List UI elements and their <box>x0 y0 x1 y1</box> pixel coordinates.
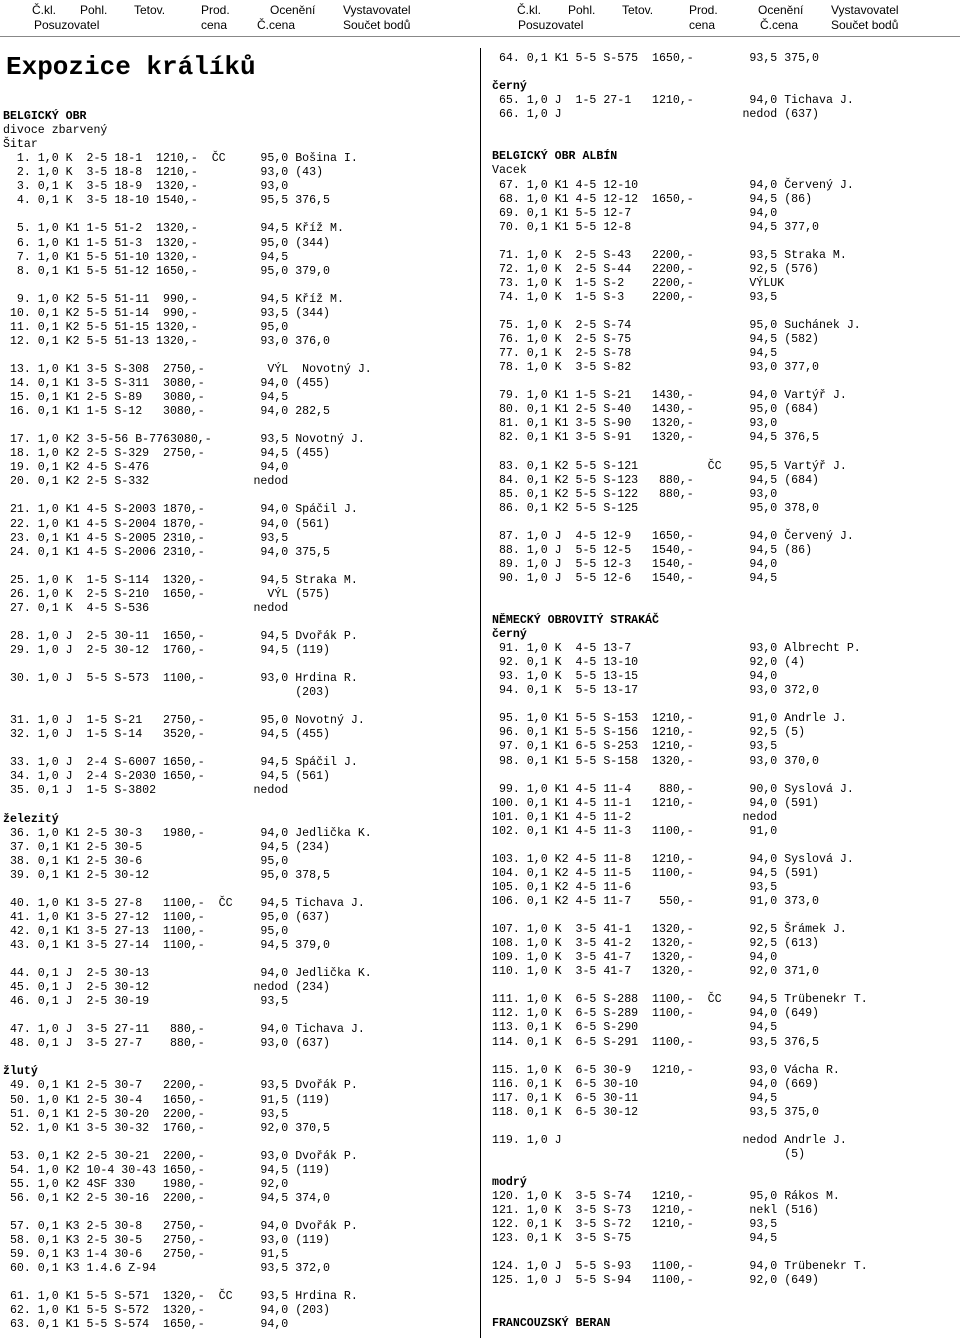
entry-row: 5. 1,0 K1 1-5 51-2 1320,- 94,5 Kříž M. <box>3 222 344 236</box>
entry-row: 52. 1,0 K1 3-5 30-32 1760,- 92,0 370,5 <box>3 1121 330 1135</box>
entry-row: 48. 0,1 J 3-5 27-7 880,- 93,0 (637) <box>3 1037 330 1051</box>
entry-row: 58. 0,1 K3 2-5 30-5 2750,- 93,0 (119) <box>3 1234 330 1247</box>
entry-row: 68. 1,0 K1 4-5 12-12 1650,- 94,5 (86) <box>492 192 813 206</box>
column-header-bar <box>0 0 960 37</box>
entry-row: 80. 0,1 K1 2-5 S-40 1430,- 95,0 (684) <box>492 403 819 417</box>
entry-row: 76. 1,0 K 2-5 S-75 94,5 (582) <box>492 333 819 346</box>
entry-row: 124. 1,0 J 5-5 S-93 1100,- 94,0 Trübenekr T. <box>492 1260 868 1274</box>
entry-row: 75. 1,0 K 2-5 S-74 95,0 Suchánek J. <box>492 319 861 332</box>
entry-row: 19. 0,1 K2 4-5 S-476 94,0 <box>3 461 289 475</box>
entry-row: 31. 1,0 J 1-5 S-21 2750,- 95,0 Novotný J. <box>3 714 365 728</box>
header-oceneni: Ocenění <box>270 3 316 17</box>
entry-row: 27. 0,1 K 4-5 S-536 nedod <box>3 601 289 615</box>
header-posuzovatel: Posuzovatel <box>518 18 584 32</box>
section-heading: NĚMECKÝ OBROVITÝ STRAKÁČ <box>492 614 659 627</box>
entry-row: 82. 0,1 K1 3-5 S-91 1320,- 94,5 376,5 <box>492 431 819 445</box>
entry-row: 30. 1,0 J 5-5 S-573 1100,- 93,0 Hrdina R. <box>3 672 358 685</box>
header-tetovani: Tetov. <box>622 3 654 17</box>
entry-row: 94. 0,1 K 5-5 13-17 93,0 372,0 <box>492 684 819 698</box>
entry-row: 112. 1,0 K 6-5 S-289 1100,- 94,0 (649) <box>492 1007 819 1021</box>
entry-row: 6. 1,0 K1 1-5 51-3 1320,- 95,0 (344) <box>3 236 330 250</box>
entry-row: 67. 1,0 K1 4-5 12-10 94,0 Červený J. <box>492 178 854 192</box>
header-cislo-ceny: Č.cena <box>760 18 799 32</box>
entry-row: 61. 1,0 K1 5-5 S-571 1320,- ČC 93,5 Hrdina R. <box>3 1290 358 1304</box>
header-pohlavi: Pohl. <box>80 3 108 17</box>
entry-row: 92. 0,1 K 4-5 13-10 92,0 (4) <box>492 656 806 670</box>
header-cena: cena <box>689 18 716 32</box>
page-title: Expozice králíků <box>6 52 256 82</box>
entry-row: 36. 1,0 K1 2-5 30-3 1980,- 94,0 Jedlička K. <box>3 826 372 840</box>
header-soucet-bodu: Součet bodů <box>343 18 411 32</box>
entry-row: 41. 1,0 K1 3-5 27-12 1100,- 95,0 (637) <box>3 910 330 924</box>
entry-row: 101. 0,1 K1 4-5 11-2 nedod <box>492 810 778 824</box>
entry-row: 102. 0,1 K1 4-5 11-3 1100,- 91,0 <box>492 824 778 838</box>
entry-row: 57. 0,1 K3 2-5 30-8 2750,- 94,0 Dvořák P. <box>3 1219 358 1233</box>
entry-row: 119. 1,0 J nedod Andrle J. <box>492 1133 847 1147</box>
entry-row: 85. 0,1 K2 5-5 S-122 880,- 93,0 <box>492 487 778 501</box>
entry-row: 65. 1,0 J 1-5 27-1 1210,- 94,0 Tichava J. <box>492 94 854 108</box>
entry-row: 115. 1,0 K 6-5 30-9 1210,- 93,0 Vácha R. <box>492 1063 840 1077</box>
entry-row: 100. 0,1 K1 4-5 11-1 1210,- 94,0 (591) <box>492 796 819 810</box>
entry-row: 44. 0,1 J 2-5 30-13 94,0 Jedlička K. <box>3 967 372 980</box>
entry-row: 72. 1,0 K 2-5 S-44 2200,- 92,5 (576) <box>492 262 819 276</box>
section-heading: žlutý <box>3 1065 38 1079</box>
column-divider <box>480 48 481 1338</box>
entry-row: 35. 0,1 J 1-5 S-3802 nedod <box>3 784 289 798</box>
entry-row: 39. 0,1 K1 2-5 30-12 95,0 378,5 <box>3 868 330 882</box>
entry-row: 97. 0,1 K1 6-5 S-253 1210,- 93,5 <box>492 740 778 754</box>
entry-row: 108. 1,0 K 3-5 41-2 1320,- 92,5 (613) <box>492 937 819 951</box>
entry-row: 2. 1,0 K 3-5 18-8 1210,- 93,0 (43) <box>3 166 324 180</box>
entry-row: 93. 1,0 K 5-5 13-15 94,0 <box>492 670 778 684</box>
entry-row: 116. 0,1 K 6-5 30-10 94,0 (669) <box>492 1077 819 1091</box>
section-heading: černý <box>492 80 527 94</box>
section-heading: BELGICKÝ OBR <box>3 110 87 123</box>
entry-row: 49. 0,1 K1 2-5 30-7 2200,- 93,5 Dvořák P. <box>3 1079 358 1093</box>
entry-row: 70. 0,1 K1 5-5 12-8 94,5 377,0 <box>492 220 819 234</box>
entry-row: 106. 0,1 K2 4-5 11-7 550,- 91,0 373,0 <box>492 895 819 908</box>
header-posuzovatel: Posuzovatel <box>34 18 100 32</box>
entry-row: 87. 1,0 J 4-5 12-9 1650,- 94,0 Červený J. <box>492 529 854 543</box>
entry-row: 54. 1,0 K2 10-4 30-43 1650,- 94,5 (119) <box>3 1163 330 1177</box>
entry-row: 33. 1,0 J 2-4 S-6007 1650,- 94,5 Spáčil J. <box>3 756 358 770</box>
entry-row: 13. 1,0 K1 3-5 S-308 2750,- VÝL Novotný J. <box>3 362 372 376</box>
entry-row: 45. 0,1 J 2-5 30-12 nedod (234) <box>3 981 330 995</box>
entry-row: 91. 1,0 K 4-5 13-7 93,0 Albrecht P. <box>492 642 861 656</box>
entry-row: 12. 0,1 K2 5-5 51-13 1320,- 93,0 376,0 <box>3 334 330 348</box>
entry-row: 69. 0,1 K1 5-5 12-7 94,0 <box>492 206 778 220</box>
section-heading: FRANCOUZSKÝ BERAN <box>492 1316 611 1330</box>
entry-row: 43. 0,1 K1 3-5 27-14 1100,- 94,5 379,0 <box>3 938 330 952</box>
entry-row: (203) <box>3 686 330 699</box>
entry-row: 26. 1,0 K 2-5 S-210 1650,- VÝL (575) <box>3 587 330 601</box>
entry-row: 95. 1,0 K1 5-5 S-153 1210,- 91,0 Andrle J. <box>492 712 847 726</box>
section-heading: černý <box>492 628 527 641</box>
entry-row: 109. 1,0 K 3-5 41-7 1320,- 94,0 <box>492 951 778 965</box>
entry-row: 105. 0,1 K2 4-5 11-6 93,5 <box>492 880 778 894</box>
header-vystavovatel: Vystavovatel <box>343 3 411 17</box>
entry-row: 103. 1,0 K2 4-5 11-8 1210,- 94,0 Syslová J. <box>492 852 854 866</box>
entry-row: 24. 0,1 K1 4-5 S-2006 2310,- 94,0 375,5 <box>3 545 330 559</box>
entry-row: 20. 0,1 K2 2-5 S-332 nedod <box>3 475 289 489</box>
entry-row: 86. 0,1 K2 5-5 S-125 95,0 378,0 <box>492 501 819 515</box>
header-soucet-bodu: Součet bodů <box>831 18 899 32</box>
entry-row: 90. 1,0 J 5-5 12-6 1540,- 94,5 <box>492 571 778 585</box>
entry-row: 99. 1,0 K1 4-5 11-4 880,- 90,0 Syslová J. <box>492 782 854 796</box>
header-cislo-klece: Č.kl. <box>517 3 541 17</box>
header-prodejni: Prod. <box>689 3 718 17</box>
header-cena: cena <box>201 18 228 32</box>
entry-row: 56. 0,1 K2 2-5 30-16 2200,- 94,5 374,0 <box>3 1191 330 1205</box>
entry-row: 15. 0,1 K1 2-5 S-89 3080,- 94,5 <box>3 391 289 404</box>
entry-row: 104. 0,1 K2 4-5 11-5 1100,- 94,5 (591) <box>492 866 819 880</box>
entry-row: 114. 0,1 K 6-5 S-291 1100,- 93,5 376,5 <box>492 1035 819 1049</box>
entry-row: 16. 0,1 K1 1-5 S-12 3080,- 94,0 282,5 <box>3 405 330 419</box>
entry-row: 10. 0,1 K2 5-5 51-14 990,- 93,5 (344) <box>3 306 330 320</box>
entry-row: 53. 0,1 K2 2-5 30-21 2200,- 93,0 Dvořák P. <box>3 1149 358 1163</box>
entry-row: 11. 0,1 K2 5-5 51-15 1320,- 95,0 <box>3 320 289 334</box>
section-heading: BELGICKÝ OBR ALBÍN <box>492 150 618 164</box>
entry-row: 47. 1,0 J 3-5 27-11 880,- 94,0 Tichava J. <box>3 1023 365 1037</box>
entry-row: 78. 1,0 K 3-5 S-82 93,0 377,0 <box>492 361 819 375</box>
entry-row: 79. 1,0 K1 1-5 S-21 1430,- 94,0 Vartýř J. <box>492 389 847 403</box>
entry-row: (5) <box>492 1147 806 1161</box>
entry-row: 89. 1,0 J 5-5 12-3 1540,- 94,0 <box>492 557 778 571</box>
entry-row: 59. 0,1 K3 1-4 30-6 2750,- 91,5 <box>3 1248 289 1261</box>
entry-row: 25. 1,0 K 1-5 S-114 1320,- 94,5 Straka M. <box>3 573 358 587</box>
entry-row: 71. 1,0 K 2-5 S-43 2200,- 93,5 Straka M. <box>492 248 847 262</box>
header-cislo-klece: Č.kl. <box>32 3 56 17</box>
entry-row: 18. 1,0 K2 2-5 S-329 2750,- 94,5 (455) <box>3 447 330 461</box>
header-cislo-ceny: Č.cena <box>257 18 296 32</box>
entry-row: 21. 1,0 K1 4-5 S-2003 1870,- 94,0 Spáčil J. <box>3 503 358 517</box>
entry-row: 88. 1,0 J 5-5 12-5 1540,- 94,5 (86) <box>492 543 813 557</box>
entry-row: 17. 1,0 K2 3-5-56 B-7763080,- 93,5 Novotný J. <box>3 433 365 447</box>
entry-row: 63. 0,1 K1 5-5 S-574 1650,- 94,0 <box>3 1318 289 1332</box>
entry-row: 29. 1,0 J 2-5 30-12 1760,- 94,5 (119) <box>3 643 330 657</box>
entry-row: 120. 1,0 K 3-5 S-74 1210,- 95,0 Rákos M. <box>492 1190 840 1203</box>
entry-row: 66. 1,0 J nedod (637) <box>492 108 819 122</box>
entry-row: 4. 0,1 K 3-5 18-10 1540,- 95,5 376,5 <box>3 194 330 208</box>
section-subheading: Šitar <box>3 138 38 152</box>
entry-row: 38. 0,1 K1 2-5 30-6 95,0 <box>3 854 289 868</box>
section-subheading: divoce zbarvený <box>3 124 108 137</box>
entry-row: 123. 0,1 K 3-5 S-75 94,5 <box>492 1232 778 1246</box>
entry-row: 84. 0,1 K2 5-5 S-123 880,- 94,5 (684) <box>492 473 819 487</box>
entry-row: 8. 0,1 K1 5-5 51-12 1650,- 95,0 379,0 <box>3 264 330 278</box>
header-tetovani: Tetov. <box>134 3 166 17</box>
entry-row: 23. 0,1 K1 4-5 S-2005 2310,- 93,5 <box>3 531 289 545</box>
entry-row: 9. 1,0 K2 5-5 51-11 990,- 94,5 Kříž M. <box>3 292 344 306</box>
entry-row: 111. 1,0 K 6-5 S-288 1100,- ČC 94,5 Trübenekr T. <box>492 993 868 1007</box>
entry-row: 60. 0,1 K3 1.4.6 Z-94 93,5 372,0 <box>3 1262 330 1276</box>
entry-row: 77. 0,1 K 2-5 S-78 94,5 <box>492 347 778 361</box>
header-prodejni: Prod. <box>201 3 230 17</box>
entry-row: 22. 1,0 K1 4-5 S-2004 1870,- 94,0 (561) <box>3 517 330 531</box>
section-heading: železitý <box>3 812 59 826</box>
entry-row: 50. 1,0 K1 2-5 30-4 1650,- 91,5 (119) <box>3 1093 330 1107</box>
entry-row: 55. 1,0 K2 4SF 330 1980,- 92,0 <box>3 1177 289 1191</box>
entry-row: 83. 0,1 K2 5-5 S-121 ČC 95,5 Vartýř J. <box>492 459 847 473</box>
header-vystavovatel: Vystavovatel <box>831 3 899 17</box>
entry-row: 118. 0,1 K 6-5 30-12 93,5 375,0 <box>492 1105 819 1119</box>
entry-row: 122. 0,1 K 3-5 S-72 1210,- 93,5 <box>492 1218 778 1232</box>
entry-row: 1. 1,0 K 2-5 18-1 1210,- ČC 95,0 Bošina I. <box>3 152 358 166</box>
entry-row: 81. 0,1 K1 3-5 S-90 1320,- 93,0 <box>492 417 778 431</box>
entry-row: 113. 0,1 K 6-5 S-290 94,5 <box>492 1021 778 1035</box>
entry-row: 7. 1,0 K1 5-5 51-10 1320,- 94,5 <box>3 250 289 264</box>
entry-row: 40. 1,0 K1 3-5 27-8 1100,- ČC 94,5 Tichava J. <box>3 896 365 910</box>
entry-row: 125. 1,0 J 5-5 S-94 1100,- 92,0 (649) <box>492 1274 819 1288</box>
entry-row: 64. 0,1 K1 5-5 S-575 1650,- 93,5 375,0 <box>492 52 819 65</box>
entry-row: 46. 0,1 J 2-5 30-19 93,5 <box>3 995 289 1009</box>
entry-row: 37. 0,1 K1 2-5 30-5 94,5 (234) <box>3 840 330 854</box>
entry-row: 121. 1,0 K 3-5 S-73 1210,- nekl (516) <box>492 1204 819 1218</box>
entry-row: 51. 0,1 K1 2-5 30-20 2200,- 93,5 <box>3 1107 289 1121</box>
entry-row: 62. 1,0 K1 5-5 S-572 1320,- 94,0 (203) <box>3 1304 330 1318</box>
entry-row: 28. 1,0 J 2-5 30-11 1650,- 94,5 Dvořák P. <box>3 629 358 643</box>
entry-row: 96. 0,1 K1 5-5 S-156 1210,- 92,5 (5) <box>492 726 806 740</box>
entry-row: 3. 0,1 K 3-5 18-9 1320,- 93,0 <box>3 180 289 194</box>
entry-row: 117. 0,1 K 6-5 30-11 94,5 <box>492 1091 778 1105</box>
section-heading: modrý <box>492 1176 527 1189</box>
section-subheading: Vacek <box>492 164 527 178</box>
entry-row: 74. 1,0 K 1-5 S-3 2200,- 93,5 <box>492 290 778 304</box>
entry-row: 98. 0,1 K1 5-5 S-158 1320,- 93,0 370,0 <box>492 754 819 768</box>
header-oceneni: Ocenění <box>758 3 804 17</box>
entry-row: 32. 1,0 J 1-5 S-14 3520,- 94,5 (455) <box>3 728 330 742</box>
entry-row: 110. 1,0 K 3-5 41-7 1320,- 92,0 371,0 <box>492 965 819 979</box>
entry-row: 42. 0,1 K1 3-5 27-13 1100,- 95,0 <box>3 924 289 938</box>
entry-row: 107. 1,0 K 3-5 41-1 1320,- 92,5 Šrámek J. <box>492 923 847 937</box>
entry-row: 14. 0,1 K1 3-5 S-311 3080,- 94,0 (455) <box>3 377 330 390</box>
header-pohlavi: Pohl. <box>568 3 596 17</box>
entry-row: 34. 1,0 J 2-4 S-2030 1650,- 94,5 (561) <box>3 770 330 784</box>
entry-row: 73. 1,0 K 1-5 S-2 2200,- VÝLUK <box>492 276 785 290</box>
